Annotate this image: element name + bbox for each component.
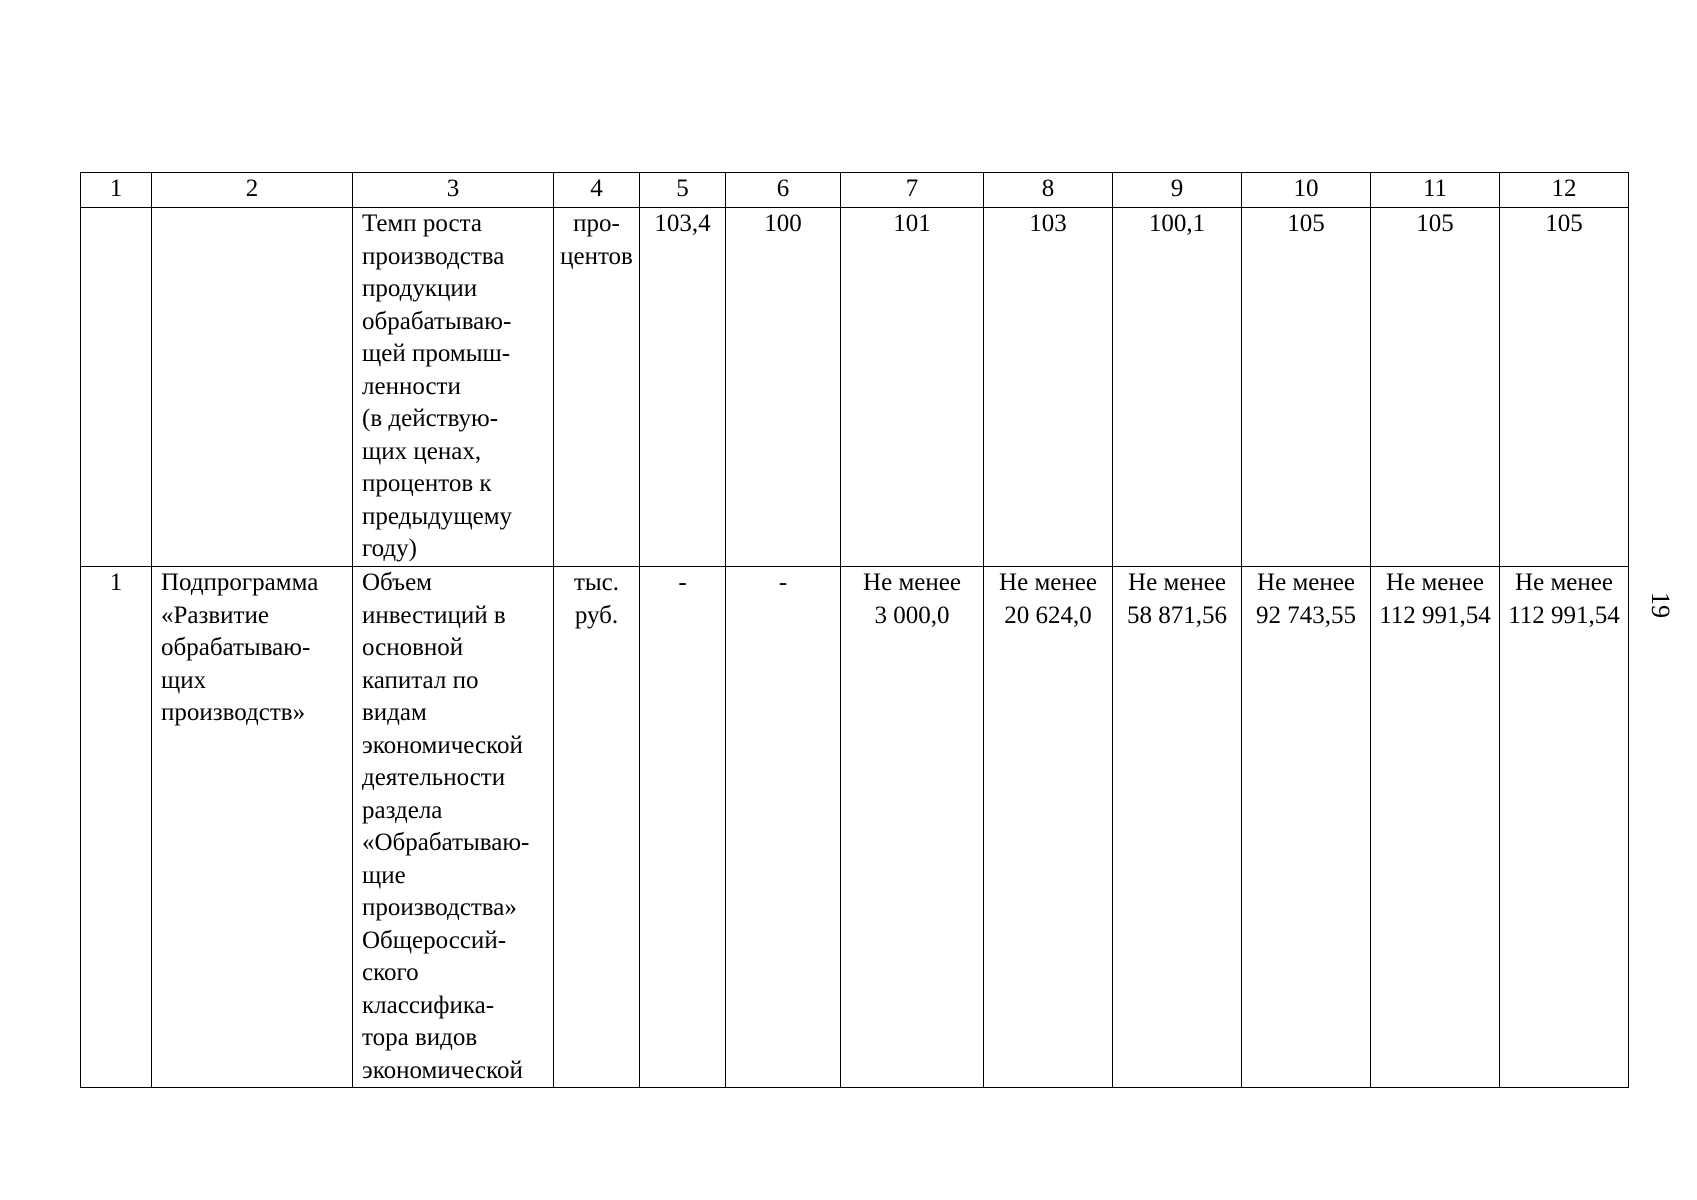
value-cell: 105 (1371, 208, 1500, 567)
header-row (81, 173, 1629, 208)
header-cell: 12 (1500, 173, 1629, 208)
value-cell: Не менее 3 000,0 (841, 567, 984, 1088)
header-cell: 4 (554, 173, 640, 208)
value-cell: Не менее 112 991,54 (1500, 567, 1629, 1088)
value-cell: 101 (841, 208, 984, 567)
value-cell: Не менее 112 991,54 (1371, 567, 1500, 1088)
header-cell: 3 (353, 173, 554, 208)
program-name-cell (152, 208, 353, 567)
table-row (81, 567, 1629, 1088)
row-number-cell: 1 (81, 567, 152, 1088)
value-cell: - (726, 567, 841, 1088)
value-cell: 103,4 (640, 208, 726, 567)
value-cell: Не менее 92 743,55 (1242, 567, 1371, 1088)
value-cell: - (640, 567, 726, 1088)
value-cell: 103 (984, 208, 1113, 567)
header-cell: 8 (984, 173, 1113, 208)
indicators-table (80, 172, 1629, 1088)
value-cell: 100 (726, 208, 841, 567)
table-row (81, 208, 1629, 567)
value-cell: Не менее 20 624,0 (984, 567, 1113, 1088)
row-number-cell (81, 208, 152, 567)
value-cell: 105 (1500, 208, 1629, 567)
header-cell: 2 (152, 173, 353, 208)
header-cell: 10 (1242, 173, 1371, 208)
header-cell: 1 (81, 173, 152, 208)
header-cell: 11 (1371, 173, 1500, 208)
header-cell: 6 (726, 173, 841, 208)
value-cell: Не менее 58 871,56 (1113, 567, 1242, 1088)
indicator-cell: Темп роста производства продукции обрабатываю- щей промыш- ленности (в действую- щих ценах, процентов к предыдущему году) (353, 208, 554, 567)
indicator-cell: Объем инвестиций в основной капитал по видам экономической деятельности раздела «Обрабатываю- щие производства» Общероссий- ского классифика- тора видов экономической (353, 567, 554, 1088)
header-cell: 9 (1113, 173, 1242, 208)
unit-cell: тыс. руб. (554, 567, 640, 1088)
header-cell: 5 (640, 173, 726, 208)
value-cell: 105 (1242, 208, 1371, 567)
page-number: 19 (1646, 592, 1675, 618)
header-cell: 7 (841, 173, 984, 208)
value-cell: 100,1 (1113, 208, 1242, 567)
program-name-cell: Подпрограмма «Развитие обрабатываю- щих производств» (152, 567, 353, 1088)
unit-cell: про- центов (554, 208, 640, 567)
